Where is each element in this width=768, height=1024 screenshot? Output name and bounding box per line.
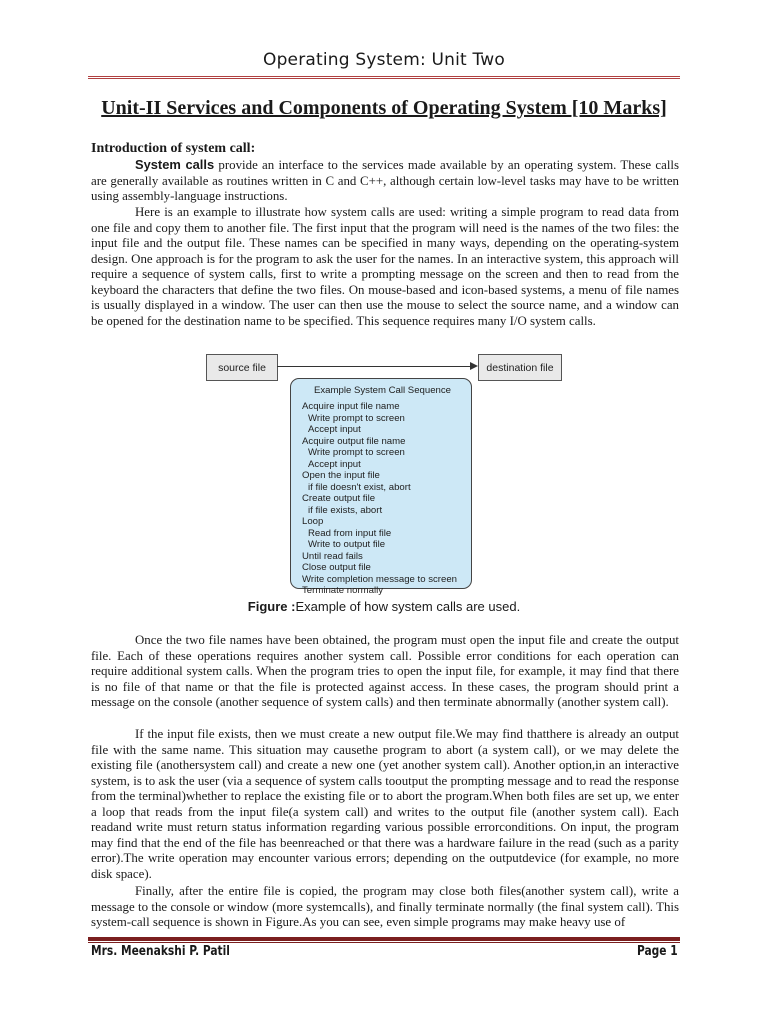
sequence-step: Read from input file (308, 527, 392, 539)
sequence-title: Example System Call Sequence (313, 385, 452, 396)
paragraph-intro-text: provide an interface to the services made available by an operating system. These calls are generally available as routines written in C and C++, although certain low-level tasks may have to be written using assembly-language instructions. (91, 158, 679, 203)
paragraph-example (91, 205, 679, 329)
sequence-step: Acquire output file name (302, 435, 406, 447)
unit-title: Unit-II Services and Components of Operating System [10 Marks] (101, 97, 667, 119)
header-divider (88, 76, 680, 79)
sequence-step: Until read fails (302, 550, 363, 562)
footer-author: Mrs. Meenakshi P. Patil (91, 944, 230, 959)
footer-page-number: Page 1 (637, 944, 678, 959)
destination-file-label: destination file (486, 361, 554, 374)
sequence-steps (302, 401, 463, 597)
source-file-box (206, 354, 278, 381)
sequence-step: if file exists, abort (308, 504, 383, 516)
arrow-head-icon (470, 362, 478, 370)
paragraph-output-file-text: If the input file exists, then we must create a new output file.We may find thatthere is already an output file with the same name. This situation may causethe program to abort (a system call), or we may delete the existing file (anothersystem call) and create a new one (yet another system call). Another option,in an interactive system, is to ask the user (via a sequence of system calls tooutput the prompting message and to read the response from the terminal)whether to replace the existing file or to abort the program.When both files are set up, we enter a loop that reads from the input file(a system call) and writes to the output file (another system call). Each readand write must return status information regarding various possible errorconditions. On input, the program may find that the end of the file has beenreached or that there was a hardware failure in the read (such as a parity error).The write operation may encounter various errors; depending on the outputdevice (for example, no more disk space). (91, 727, 679, 881)
arrow-line (277, 366, 471, 367)
source-file-label: source file (218, 361, 266, 374)
sequence-step: Create output file (302, 493, 376, 504)
sequence-step: Write to output file (308, 539, 386, 550)
figure-caption-lead: Figure : (247, 599, 296, 614)
sequence-step: if file doesn't exist, abort (308, 481, 411, 493)
term-system-calls: System calls (135, 157, 215, 172)
figure-caption-text: Example of how system calls are used. (295, 599, 521, 614)
section-heading: Introduction of system call: (91, 141, 256, 156)
sequence-step: Accept input (308, 424, 361, 435)
paragraph-open-files (91, 633, 679, 711)
paragraph-example-text: Here is an example to illustrate how system calls are used: writing a simple program to read data from one file and copy them to another file. The first input that the program will need is the names of the two files: the input file and the output file. These names can be specified in many ways, depending on the operating-system design. One approach is for the program to ask the user for the names. In an interactive system, this approach will require a sequence of system calls, first to write a prompting message on the screen and then to read from the keyboard the characters that define the two files. On mouse-based and icon-based systems, a menu of file names is usually displayed in a window. The user can then use the mouse to select the source name, and a window can be opened for the destination name to be specified. This sequence requires many I/O system calls. (91, 205, 679, 328)
sequence-step: Acquire input file name (302, 401, 400, 412)
destination-file-box (478, 354, 562, 381)
paragraph-finally-text: Finally, after the entire file is copied, the program may close both files(another system call), write a message to the console or window (more systemcalls), and finally terminate normally (the final system call). This system-call sequence is shown in Figure.As you can see, even simple programs may make heavy use of (91, 884, 679, 929)
system-call-sequence-box (290, 378, 472, 596)
paragraph-finally (91, 884, 679, 931)
page-header-title: Operating System: Unit Two (262, 50, 505, 70)
paragraph-open-files-text: Once the two file names have been obtained, the program must open the input file and create the output file. Each of these operations requires another system call. Possible error conditions for each operation can require additional system calls. When the program tries to open the input file, for example, it may find that there is no file of that name or that the file is protected against access. In these cases, the program should print a message on the console (another sequence of system calls) and then terminate abnormally (another system call). (91, 633, 679, 709)
sequence-step: Write prompt to screen (308, 447, 405, 458)
paragraph-intro (91, 157, 679, 205)
figure-caption (0, 599, 768, 614)
sequence-step: Write completion message to screen (302, 573, 457, 585)
sequence-step: Write prompt to screen (308, 412, 405, 424)
sequence-step: Accept input (308, 458, 361, 470)
sequence-step: Open the input file (302, 470, 380, 481)
sequence-step: Loop (302, 516, 324, 527)
footer-divider (88, 937, 680, 941)
sequence-step: Terminate normally (302, 585, 384, 596)
sequence-step: Close output file (302, 562, 371, 573)
paragraph-output-file (91, 727, 679, 882)
